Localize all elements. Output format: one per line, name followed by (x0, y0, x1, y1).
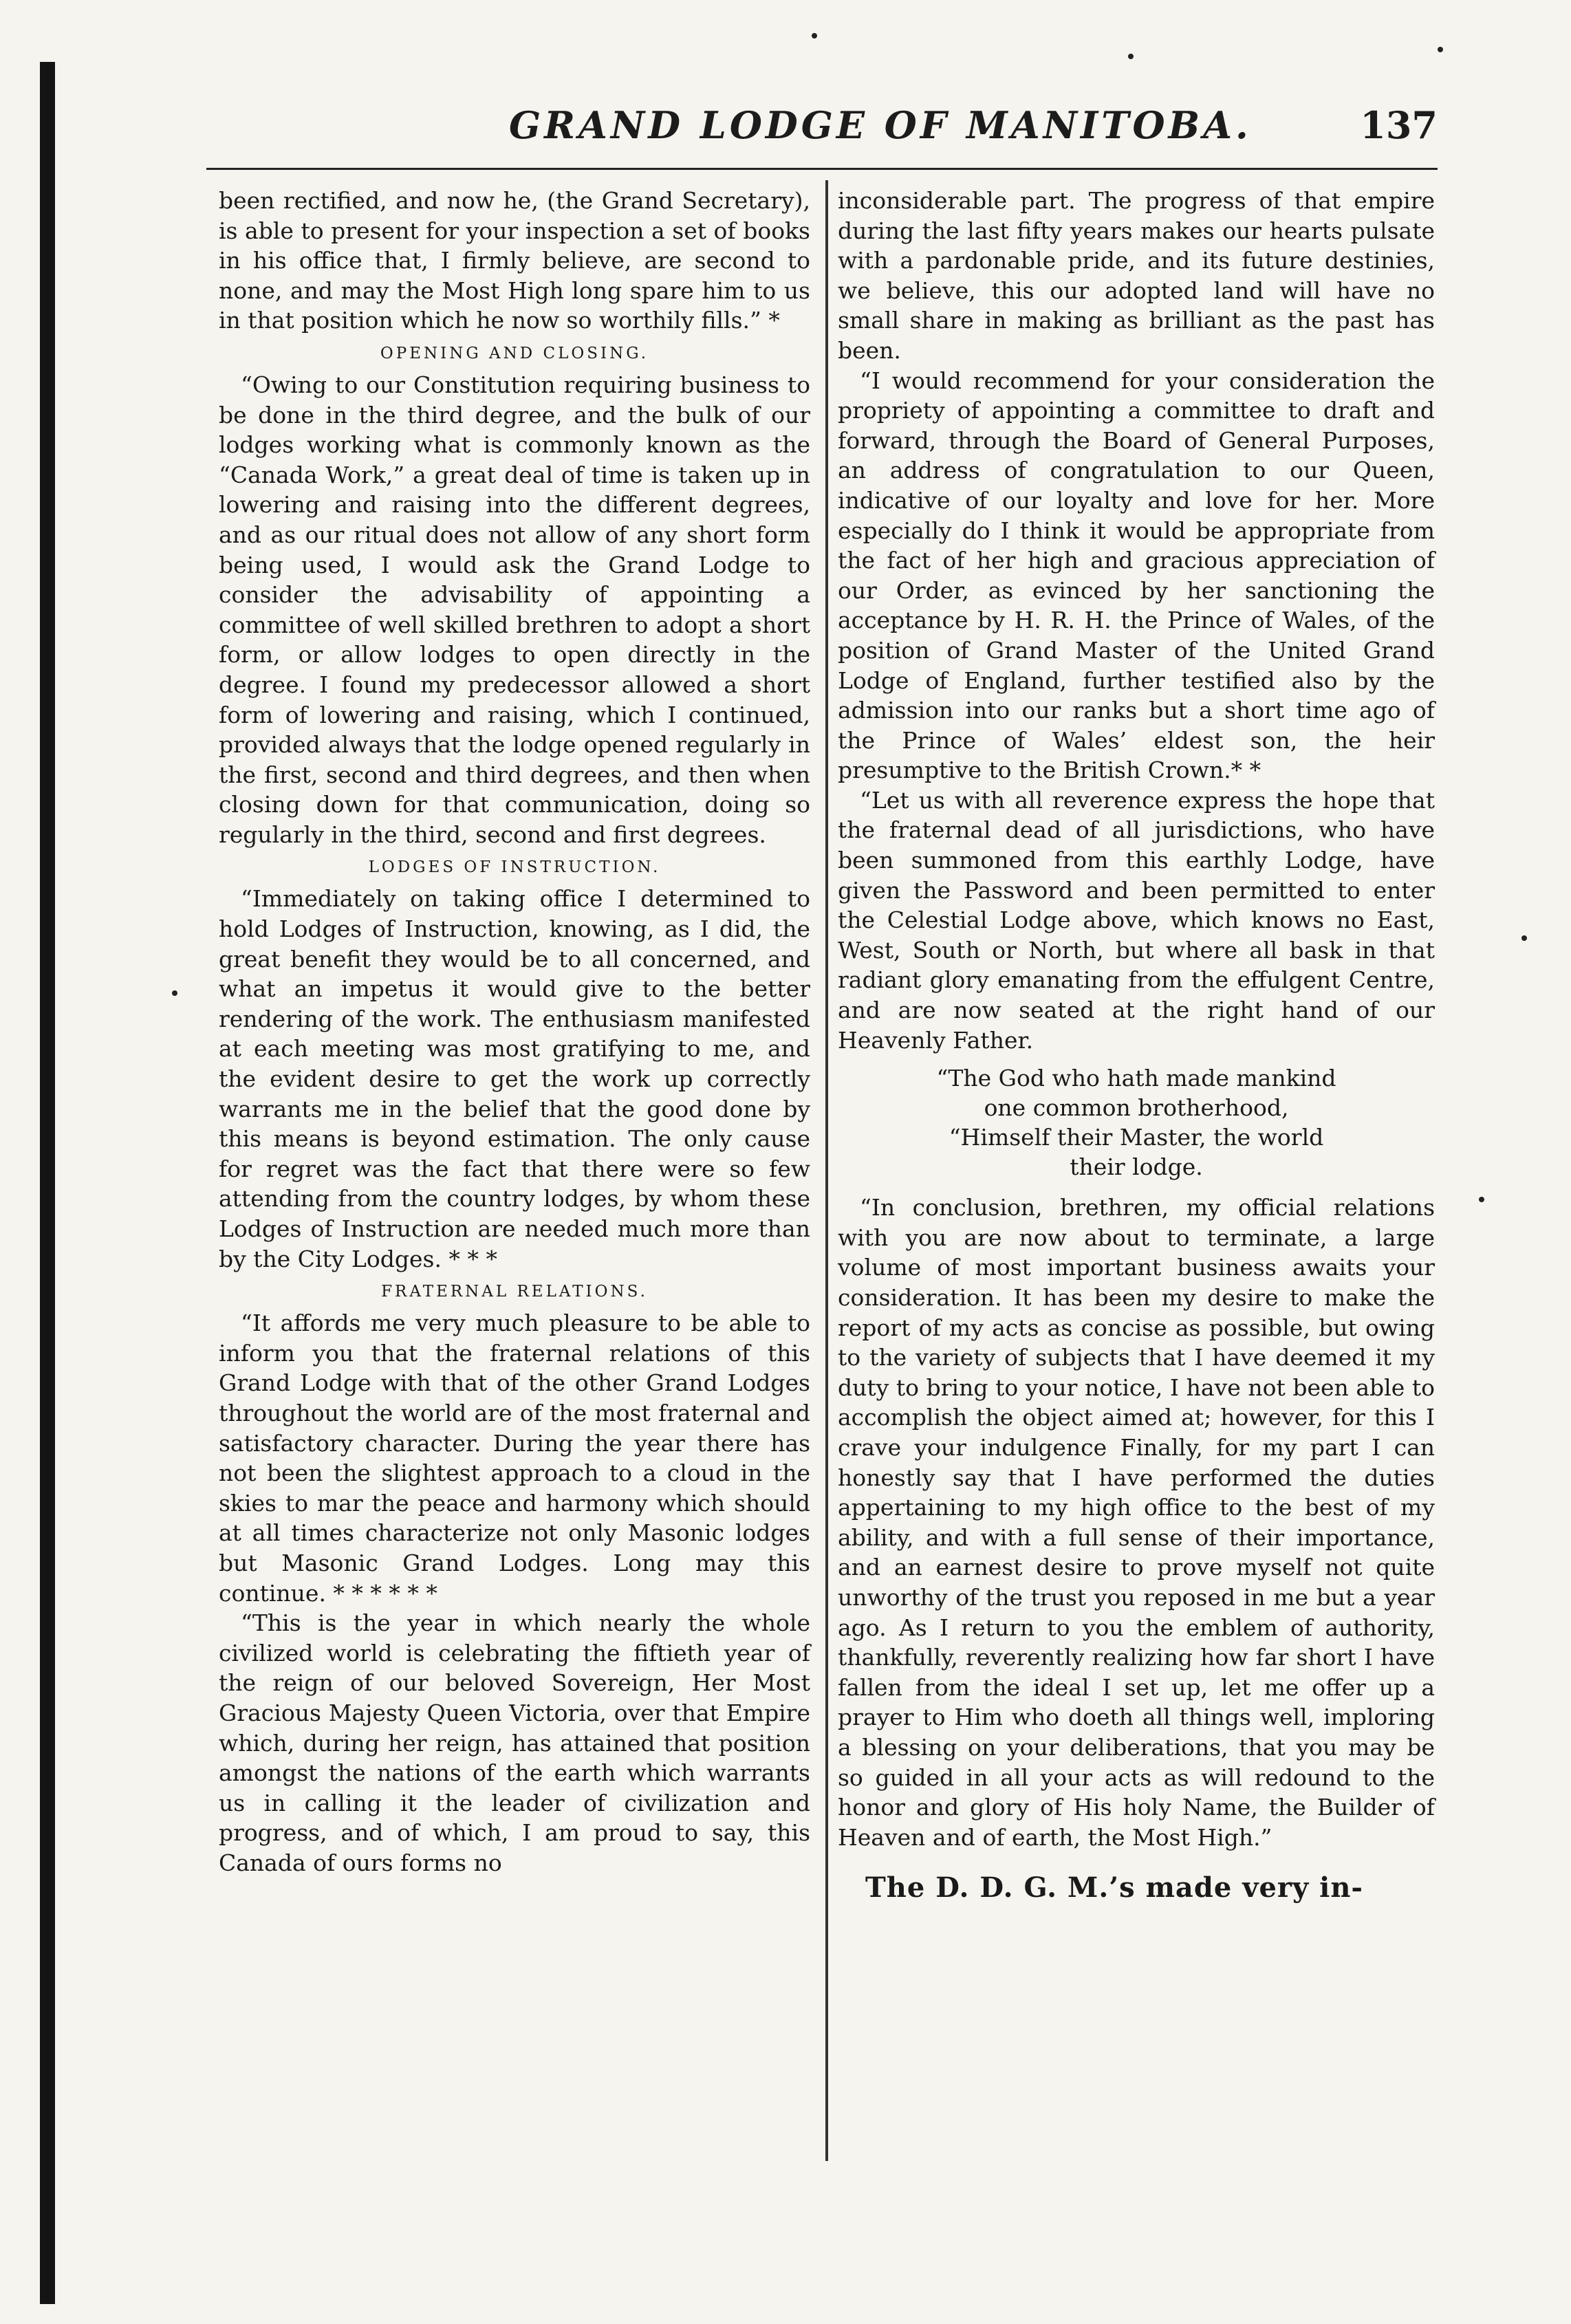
left-column (219, 186, 810, 1878)
print-speck (172, 990, 177, 996)
running-title: GRAND LODGE OF MANITOBA. (509, 103, 1252, 147)
page-number: 137 (1360, 103, 1438, 147)
print-speck (812, 33, 817, 39)
verse-line: their lodge. (1070, 1153, 1203, 1181)
right-column (838, 186, 1435, 1903)
verse-line: one common brotherhood, (984, 1094, 1289, 1122)
print-speck (1521, 935, 1527, 941)
print-speck (1438, 47, 1443, 52)
column-divider (825, 180, 828, 2161)
verse-line: “The God who hath made mankind (936, 1065, 1336, 1092)
paragraph: “I would recommend for your consideration the propriety of appointing a committee to draft and forward, through the Board of General Purposes, an address of congratulation to our Queen, indicative of our loyalty and love for her. More especially do I think it would be appropriate from the fact of her high and gracious appreciation of our Order, as evinced by her sanctioning the acceptance by H. R. H. the Prince of Wales, of the position of Grand Master of the United Grand Lodge of England, further testified also by the admission into our ranks but a short time ago of the Prince of Wales’ eldest son, the heir presumptive to the British Crown.* * (838, 367, 1435, 784)
paragraph: “Owing to our Constitution requiring business to be done in the third degree, and the bulk of our lodges working what is commonly known as the “Canada Work,” a great deal of time is taken up in lowering and raising into the different degrees, and as our ritual does not allow of any short form being used, I would ask the Grand Lodge to consider the advisability of appointing a committee of well skilled brethren to adopt a short form, or allow lodges to open directly in the degree. I found my predecessor allowed a short form of lowering and raising, which I continued, provided always that the lodge opened regularly in the first, second and third degrees, and then when closing down for that communication, doing so regularly in the third, second and first degrees. (219, 371, 810, 848)
paragraph: “In conclusion, brethren, my official relations with you are now about to terminate, a large volume of most important business awaits your consideration. It has been my desire to make the report of my acts as concise as possible, but owing to the variety of subjects that I have deemed it my duty to bring to your notice, I have not been able to accomplish the object aimed at; however, for this I crave your indulgence Finally, for my part I can honestly say that I have performed the duties appertaining to my high office to the best of my ability, and with a full sense of their importance, and an earnest desire to prove myself not quite unworthy of the trust you reposed in me but a year ago. As I return to you the emblem of authority, thankfully, reverently realizing how far short I have fallen from the ideal I set up, let me offer up a prayer to Him who doeth all things well, imploring a blessing on your deliberations, that you may be so guided in all your acts as will redound to the honor and glory of His holy Name, the Builder of Heaven and of earth, the Most High.” (838, 1194, 1435, 1851)
header-rule (206, 168, 1438, 170)
section-heading-lodges-of-instruction: LODGES OF INSTRUCTION. (368, 858, 661, 877)
paragraph: “Immediately on taking office I determined to hold Lodges of Instruction, knowing, as I did, the great benefit they would be to all concerned, and what an impetus it would give to the better rendering of the work. The enthusiasm manifested at each meeting was most gratifying to me, and the evident desire to get the work up correctly warrants me in the belief that the good done by this means is beyond estimation. The only cause for regret was the fact that there were so few attending from the country lodges, by whom these Lodges of Instruction are needed much more than by the City Lodges. * * * (219, 885, 810, 1272)
section-heading-opening-closing: OPENING AND CLOSING. (380, 344, 649, 362)
verse-quotation (838, 1063, 1435, 1182)
section-heading-fraternal-relations: FRATERNAL RELATIONS. (381, 1283, 648, 1301)
print-speck (1128, 54, 1134, 59)
running-header (206, 103, 1438, 158)
paragraph: been rectified, and now he, (the Grand Secretary), is able to present for your inspection a set of books in his office that, I firmly believe, are second to none, and may the Most High long spare him to us in that position which he now so worthily fills.” * (219, 187, 810, 334)
verse-line: “Himself their Master, the world (949, 1124, 1324, 1151)
continuation-catchline: The D. D. G. M.’s made very in- (865, 1871, 1364, 1904)
paragraph: “Let us with all reverence express the hope that the fraternal dead of all jurisdictions, who have been summoned from this earthly Lodge, have given the Password and been permitted to enter the Celestial Lodge above, which knows no East, West, South or North, but where all bask in that radiant glory emanating from the effulgent Centre, and are now seated at the right hand of our Heavenly Father. (838, 786, 1435, 1054)
paragraph: “It affords me very much pleasure to be able to inform you that the fraternal relations of this Grand Lodge with that of the other Grand Lodges throughout the world are of the most fraternal and satisfactory character. During the year there has not been the slightest approach to a cloud in the skies to mar the peace and harmony which should at all times characterize not only Masonic lodges but Masonic Grand Lodges. Long may this continue. * * * * * * (219, 1310, 810, 1607)
paragraph: “This is the year in which nearly the whole civilized world is celebrating the fiftieth year of the reign of our beloved Sovereign, Her Most Gracious Majesty Queen Victoria, over that Empire which, during her reign, has attained that position amongst the nations of the earth which warrants us in calling it the leader of civilization and progress, and of which, I am proud to say, this Canada of ours forms no (219, 1609, 810, 1876)
binding-edge-rule (40, 62, 55, 2304)
print-speck (1479, 1197, 1484, 1202)
paragraph: inconsiderable part. The progress of that empire during the last fifty years makes our hearts pulsate with a pardonable pride, and its future destinies, we believe, this our adopted land will have no small share in making as brilliant as the past has been. (838, 187, 1435, 364)
